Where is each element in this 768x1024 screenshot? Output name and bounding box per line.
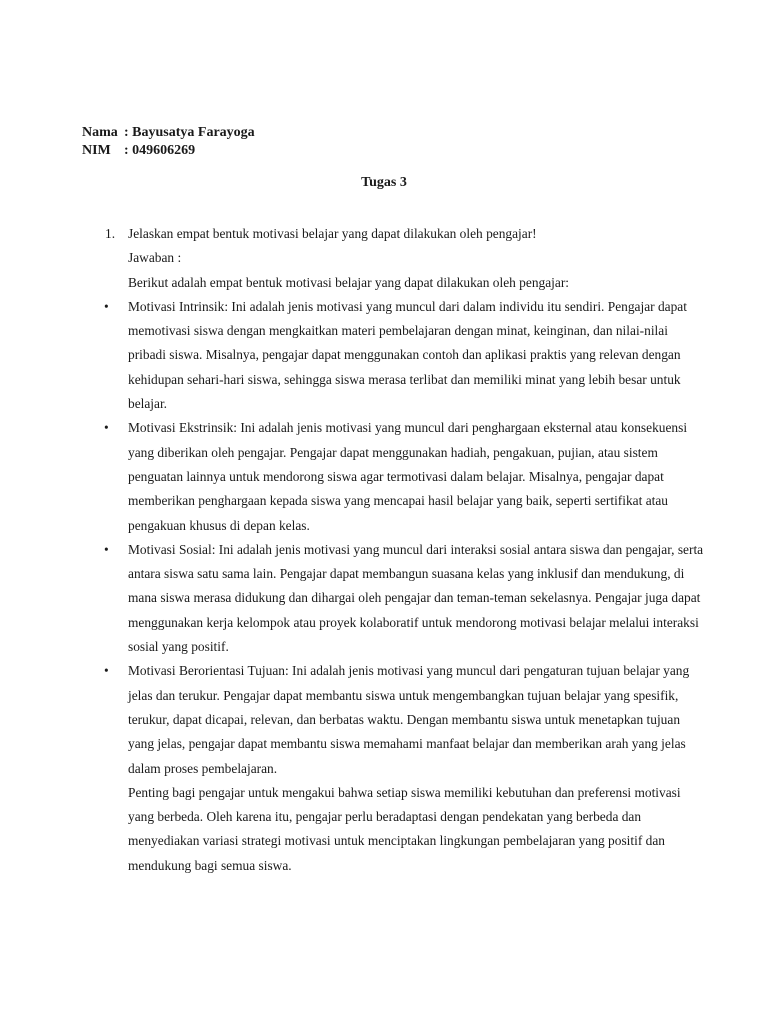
bullet-item-social [104,538,708,659]
closing-paragraph: Penting bagi pengajar untuk mengakui bahwa setiap siswa memiliki kebutuhan dan preferensi motivasi yang berbeda. Oleh karena itu, pengajar perlu beradaptasi dengan pendekatan yang berbeda dan menyediakan variasi strategi motivasi untuk menciptakan lingkungan pembelajaran yang positif dan mendukung bagi semua siswa. [128,784,681,873]
bullet-icon: • [104,663,109,679]
bullet-text: Motivasi Intrinsik: Ini adalah jenis motivasi yang muncul dari dalam individu itu sendiri. Pengajar dapat memotivasi siswa dengan mengkaitkan materi pembelajaran dengan minat, keinginan, dan nilai-nilai pribadi siswa. Misalnya, pengajar dapat menggunakan contoh dan aplikasi praktis yang relevan dengan kehidupan sehari-hari siswa, sehingga siswa merasa terlibat dan memiliki minat yang lebih besar untuk belajar. [128,298,687,412]
bullet-text: Motivasi Berorientasi Tujuan: Ini adalah jenis motivasi yang muncul dari pengaturan tujuan belajar yang jelas dan terukur. Pengajar dapat membantu siswa untuk mengembangkan tujuan belajar yang spesifik, terukur, dapat dicapai, relevan, dan berbatas waktu. Dengan membantu siswa untuk menetapkan tujuan yang jelas, pengajar dapat membantu siswa memahami manfaat belajar dan memberikan arah yang jelas dalam proses pembelajaran. [128,663,690,776]
bullet-icon: • [104,420,109,436]
document-body [104,222,708,878]
bullet-icon: • [104,541,109,557]
nim-value: : 049606269 [124,143,196,158]
assignment-title: Tugas 3 [361,175,407,190]
question-text: Jelaskan empat bentuk motivasi belajar yang dapat dilakukan oleh pengajar! [128,226,537,241]
question-paragraph [105,222,708,246]
bullet-item-extrinsic [104,416,708,537]
nim-label: NIM [82,143,111,158]
bullet-item-goal-oriented [104,659,708,780]
name-value: : Bayusatya Farayoga [124,125,255,140]
question-number: 1. [105,226,116,241]
bullet-text: Motivasi Sosial: Ini adalah jenis motivasi yang muncul dari interaksi sosial antara siswa dan pengajar, serta antara siswa satu sama lain. Pengajar dapat membangun suasana kelas yang inklusif dan mendukung, di mana siswa merasa didukung dan dihargai oleh pengajar dan teman-teman sekelasnya. Pengajar juga dapat menggunakan kerja kelompok atau proyek kolaboratif untuk mendorong motivasi belajar melalui interaksi sosial yang positif. [128,541,704,655]
intro-paragraph: Berikut adalah empat bentuk motivasi belajar yang dapat dilakukan oleh pengajar: [128,274,569,290]
bullet-text: Motivasi Ekstrinsik: Ini adalah jenis motivasi yang muncul dari penghargaan eksternal atau konsekuensi yang diberikan oleh pengajar. Pengajar dapat menggunakan hadiah, pengakuan, pujian, atau sistem penguatan lainnya untuk mendorong siswa agar termotivasi dalam belajar. Misalnya, pengajar dapat memberikan penghargaan kepada siswa yang mencapai hasil belajar yang baik, seperti sertifikat atau pengakuan khusus di depan kelas. [128,420,688,533]
name-label: Nama [82,125,118,140]
bullet-item-intrinsic [104,295,708,416]
bullet-icon: • [104,298,109,314]
name-row [82,124,255,142]
student-header [82,124,255,160]
answer-label: Jawaban : [128,250,182,266]
nim-row [82,142,255,160]
